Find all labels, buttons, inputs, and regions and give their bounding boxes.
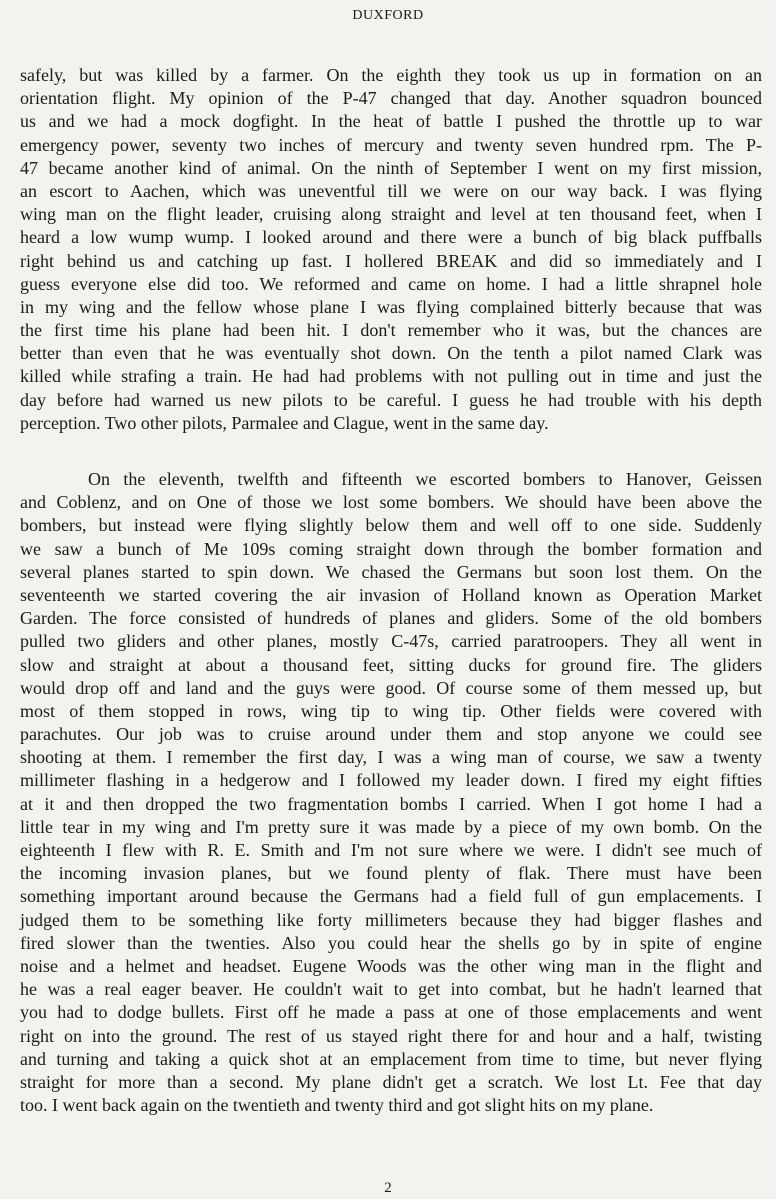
text-line: 47 became another kind of animal. On the ninth of September I went on my first mission,	[20, 157, 762, 178]
text-line: heard a low wump wump. I looked around and there were a bunch of big black puffballs	[20, 227, 762, 248]
text-line: too. I went back again on the twentieth and twenty third and got slight hits on my plane.	[20, 1095, 654, 1116]
text-line: seventeenth we started covering the air invasion of Holland known as Operation Market	[20, 584, 762, 605]
text-line: something important around because the Germans had a field full of gun emplacements. I	[20, 886, 762, 907]
text-line: and turning and taking a quick shot at an emplacement from time to time, but never flying	[20, 1048, 762, 1069]
text-line: orientation flight. My opinion of the P-47 changed that day. Another squadron bounced	[20, 88, 762, 109]
text-line: little tear in my wing and I'm pretty sure it was made by a piece of my own bomb. On the	[20, 816, 762, 837]
paragraph-2	[20, 468, 762, 1117]
text-line: parachutes. Our job was to cruise around under them and stop anyone we could see	[20, 724, 762, 745]
text-line: several planes started to spin down. We chased the Germans but soon lost them. On the	[20, 561, 762, 582]
text-line: fired slower than the twenties. Also you could hear the shells go by in spite of engine	[20, 932, 762, 953]
text-line: and Coblenz, and on One of those we lost some bombers. We should have been above the	[20, 492, 762, 513]
text-line: millimeter flashing in a hedgerow and I followed my leader down. I fired my eight fifties	[20, 770, 762, 791]
text-line: at it and then dropped the two fragmentation bombs I carried. When I got home I had a	[20, 793, 762, 814]
text-line: slow and straight at about a thousand feet, sitting ducks for ground fire. The gliders	[20, 654, 762, 675]
text-line: guess everyone else did too. We reformed and came on home. I had a little shrapnel hole	[20, 273, 762, 294]
text-line: day before had warned us new pilots to be careful. I guess he had trouble with his depth	[20, 389, 762, 410]
page-number: 2	[384, 1180, 392, 1196]
text-line: he was a real eager beaver. He couldn't wait to get into combat, but he hadn't learned that	[20, 979, 762, 1000]
text-line: an escort to Aachen, which was uneventful till we were on our way back. I was flying	[20, 180, 762, 201]
text-line: most of them stopped in rows, wing tip to wing tip. Other fields were covered with	[20, 700, 762, 721]
paragraph-1	[20, 64, 762, 435]
text-line: perception. Two other pilots, Parmalee and Clague, went in the same day.	[20, 412, 549, 433]
text-line: us and we had a mock dogfight. In the heat of battle I pushed the throttle up to war	[20, 111, 762, 132]
text-line: the first time his plane had been hit. I don't remember who it was, but the chances are	[20, 320, 762, 341]
text-line: shooting at them. I remember the first day, I was a wing man of course, we saw a twenty	[20, 747, 762, 768]
text-line: judged them to be something like forty millimeters because they had bigger flashes and	[20, 909, 762, 930]
text-line: noise and a helmet and headset. Eugene Woods was the other wing man in the flight and	[20, 955, 762, 976]
text-line: right on into the ground. The rest of us stayed right there for and hour and a half, twisting	[20, 1025, 762, 1046]
text-line: safely, but was killed by a farmer. On the eighth they took us up in formation on an	[20, 65, 762, 85]
text-line: killed while strafing a train. He had had problems with not pulling out in time and just the	[20, 366, 762, 387]
page-header: DUXFORD	[352, 8, 424, 23]
text-line: On the eleventh, twelfth and fifteenth we escorted bombers to Hanover, Geissen	[88, 469, 762, 489]
text-line: in my wing and the fellow whose plane I was flying complained bitterly because that was	[20, 296, 762, 317]
text-line: right behind us and catching up fast. I hollered BREAK and did so immediately and I	[20, 250, 762, 271]
text-line: straight for more than a second. My plane didn't get a scratch. We lost Lt. Fee that day	[20, 1071, 762, 1092]
text-line: Garden. The force consisted of hundreds of planes and gliders. Some of the old bombers	[20, 608, 762, 629]
text-line: we saw a bunch of Me 109s coming straight down through the bomber formation and	[20, 538, 762, 559]
text-line: eighteenth I flew with R. E. Smith and I'm not sure where we were. I didn't see much of	[20, 840, 762, 860]
text-line: emergency power, seventy two inches of mercury and twenty seven hundred rpm. The P-	[20, 134, 762, 155]
text-line: wing man on the flight leader, cruising along straight and level at ten thousand feet, when I	[20, 204, 762, 225]
text-line: would drop off and land and the guys were good. Of course some of them messed up, but	[20, 677, 762, 698]
text-line: you had to dodge bullets. First off he made a pass at one of those emplacements and went	[20, 1002, 762, 1023]
text-line: bombers, but instead were flying slightly below them and well off to one side. Suddenly	[20, 515, 762, 536]
text-line: the incoming invasion planes, but we found plenty of flak. There must have been	[20, 863, 762, 884]
text-line: pulled two gliders and other planes, mostly C-47s, carried paratroopers. They all went in	[20, 631, 762, 652]
text-line: better than even that he was eventually shot down. On the tenth a pilot named Clark was	[20, 343, 762, 364]
